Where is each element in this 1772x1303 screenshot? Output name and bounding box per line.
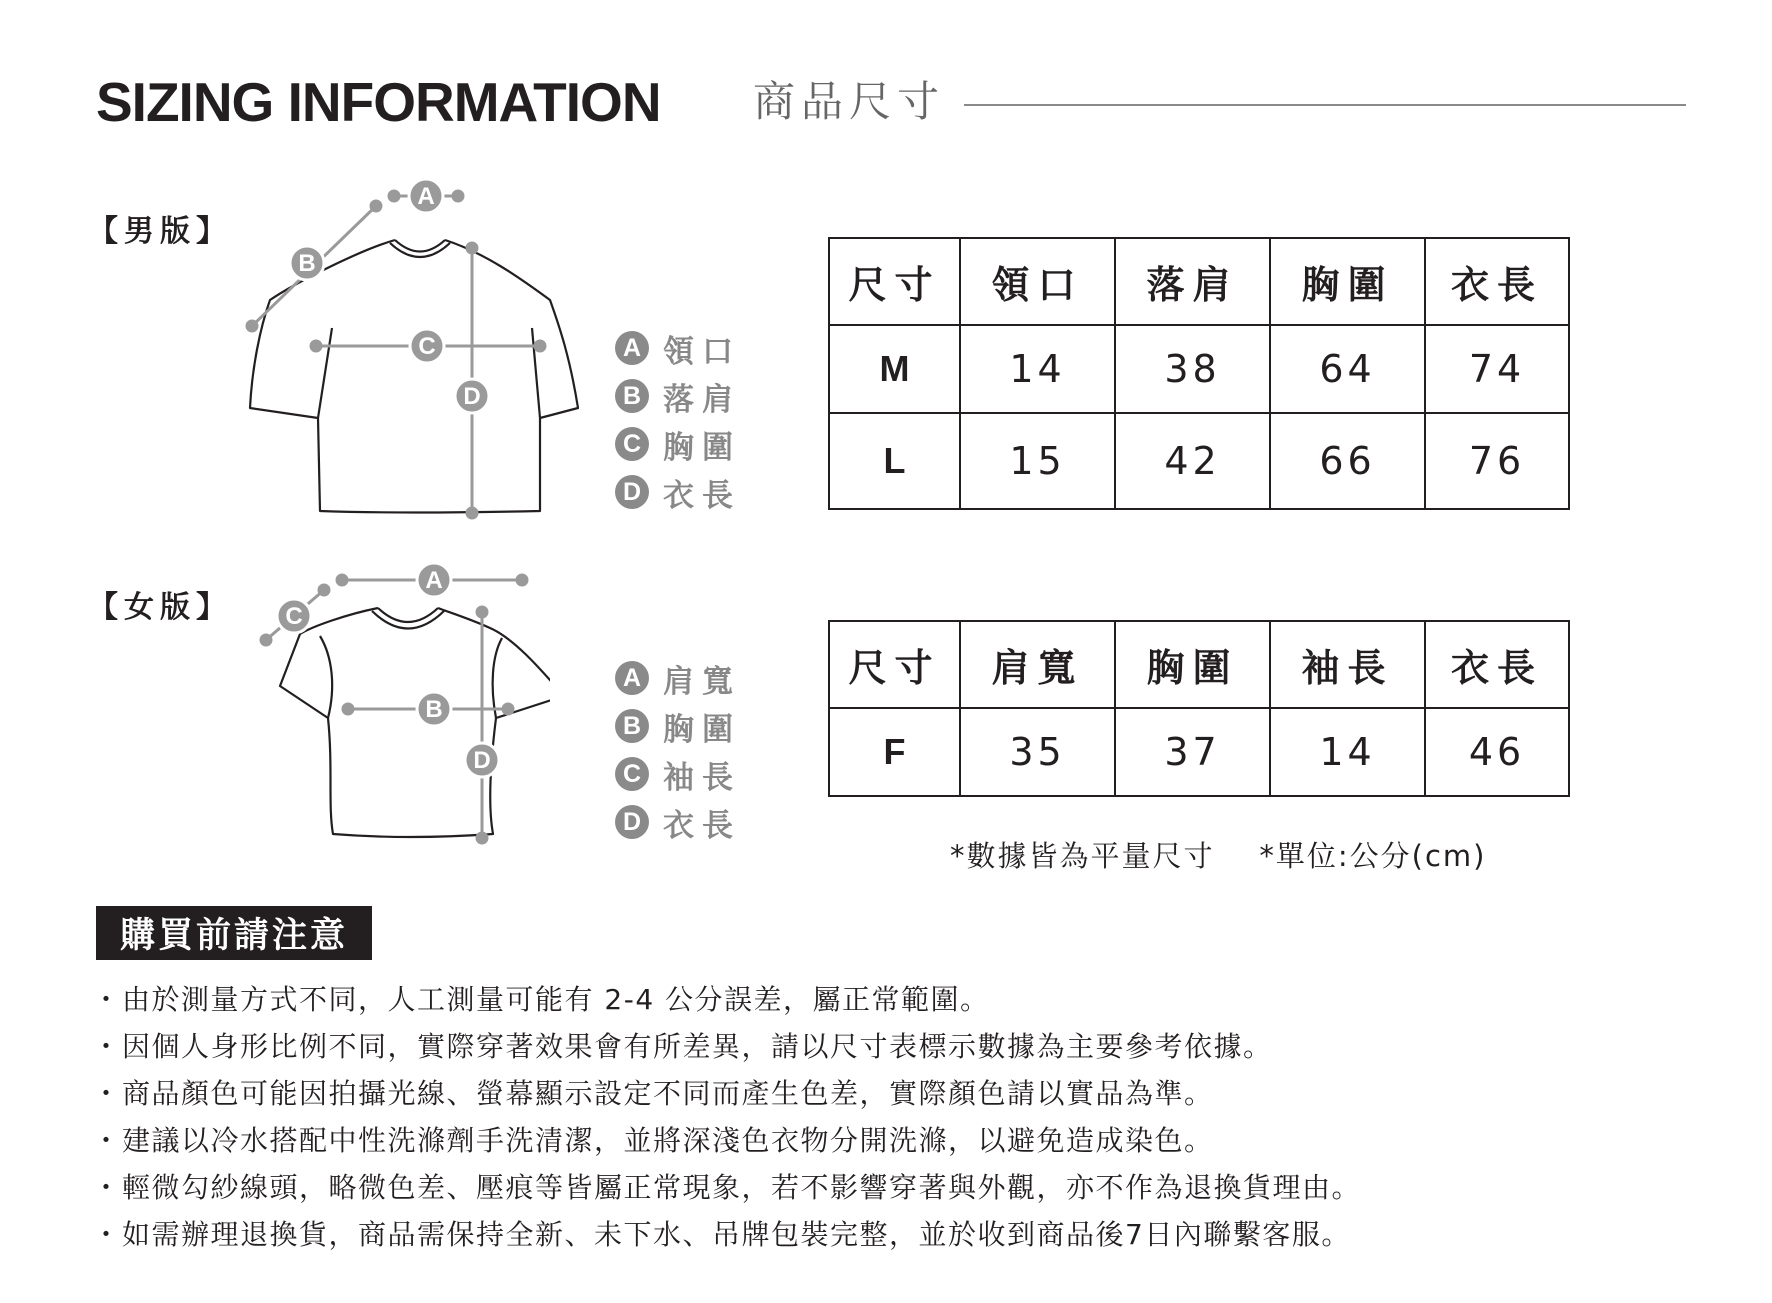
female-section-label: 【女版】 <box>88 590 232 625</box>
table-cell: 14 <box>1270 708 1425 796</box>
notice-text: 由於測量方式不同，人工測量可能有 2-4 公分誤差，屬正常範圍。 <box>122 983 990 1016</box>
notice-title: 購買前請注意 <box>96 906 372 960</box>
legend-badge: B <box>615 709 649 743</box>
bullet: ・ <box>92 1124 122 1157</box>
list-item <box>92 1211 1361 1258</box>
legend-item <box>615 654 741 702</box>
table-row <box>829 413 1569 509</box>
notice-text: 商品顏色可能因拍攝光線、螢幕顯示設定不同而產生色差，實際顏色請以實品為準。 <box>122 1077 1214 1110</box>
table-header-cell: 領口 <box>960 238 1115 325</box>
bullet: ・ <box>92 1030 122 1063</box>
measurement-note: *數據皆為平量尺寸 *單位:公分(cm) <box>950 839 1487 873</box>
table-cell: 35 <box>960 708 1115 796</box>
page-subtitle: 商品尺寸 <box>753 77 946 126</box>
svg-text:C: C <box>418 333 436 360</box>
female-size-table <box>828 620 1570 797</box>
list-item <box>92 1070 1361 1117</box>
table-header-row <box>829 238 1569 325</box>
legend-label: 肩寬 <box>663 663 741 700</box>
svg-text:D: D <box>473 747 491 774</box>
table-cell: 64 <box>1270 325 1425 413</box>
table-row <box>829 325 1569 413</box>
list-item <box>92 1117 1361 1164</box>
legend-item <box>615 798 741 846</box>
list-item <box>92 1164 1361 1211</box>
table-cell: 15 <box>960 413 1115 509</box>
table-header-cell: 袖長 <box>1270 621 1425 708</box>
page-title: SIZING INFORMATION <box>96 71 661 133</box>
legend-item <box>615 324 741 372</box>
table-header-cell: 胸圍 <box>1270 238 1425 325</box>
table-row <box>829 708 1569 796</box>
legend-badge: C <box>615 757 649 791</box>
svg-text:A: A <box>425 567 443 594</box>
table-header-cell: 尺寸 <box>829 238 960 325</box>
table-header-cell: 衣長 <box>1425 238 1569 325</box>
notice-text: 如需辦理退換貨，商品需保持全新、未下水、吊牌包裝完整，並於收到商品後7日內聯繫客服。 <box>122 1218 1351 1251</box>
legend-label: 胸圍 <box>663 711 741 748</box>
bullet: ・ <box>92 1171 122 1204</box>
legend-label: 胸圍 <box>663 429 741 466</box>
female-legend <box>615 654 741 846</box>
table-cell: 76 <box>1425 413 1569 509</box>
table-header-cell: 衣長 <box>1425 621 1569 708</box>
list-item <box>92 976 1361 1023</box>
legend-item <box>615 702 741 750</box>
svg-text:C: C <box>285 603 303 630</box>
table-cell: 74 <box>1425 325 1569 413</box>
male-section-label: 【男版】 <box>88 214 232 249</box>
legend-item <box>615 372 741 420</box>
legend-label: 領口 <box>663 333 741 370</box>
size-label: L <box>829 413 960 509</box>
legend-label: 落肩 <box>663 381 741 418</box>
size-label: F <box>829 708 960 796</box>
table-cell: 38 <box>1115 325 1270 413</box>
svg-text:A: A <box>417 183 435 210</box>
svg-text:D: D <box>463 383 481 410</box>
list-item <box>92 1023 1361 1070</box>
legend-label: 衣長 <box>663 807 741 844</box>
male-size-table <box>828 237 1570 510</box>
table-header-row <box>829 621 1569 708</box>
legend-item <box>615 750 741 798</box>
legend-badge: D <box>615 475 649 509</box>
legend-badge: C <box>615 427 649 461</box>
notice-text: 建議以冷水搭配中性洗滌劑手洗清潔，並將深淺色衣物分開洗滌，以避免造成染色。 <box>122 1124 1214 1157</box>
notice-list <box>92 976 1361 1258</box>
legend-item <box>615 420 741 468</box>
table-cell: 37 <box>1115 708 1270 796</box>
bullet: ・ <box>92 983 122 1016</box>
table-cell: 42 <box>1115 413 1270 509</box>
table-cell: 14 <box>960 325 1115 413</box>
legend-badge: B <box>615 379 649 413</box>
notice-text: 輕微勾紗線頭，略微色差、壓痕等皆屬正常現象，若不影響穿著與外觀，亦不作為退換貨理由。 <box>122 1171 1362 1204</box>
table-cell: 66 <box>1270 413 1425 509</box>
svg-text:B: B <box>298 250 316 277</box>
male-legend <box>615 324 741 516</box>
table-cell: 46 <box>1425 708 1569 796</box>
male-shirt-diagram <box>240 168 580 528</box>
legend-badge: A <box>615 331 649 365</box>
header-rule <box>964 104 1686 106</box>
legend-label: 袖長 <box>663 759 741 796</box>
header <box>96 72 1686 132</box>
svg-text:B: B <box>425 696 443 723</box>
table-header-cell: 胸圍 <box>1115 621 1270 708</box>
table-header-cell: 肩寬 <box>960 621 1115 708</box>
legend-badge: A <box>615 661 649 695</box>
legend-label: 衣長 <box>663 477 741 514</box>
bullet: ・ <box>92 1077 122 1110</box>
bullet: ・ <box>92 1218 122 1251</box>
notice-text: 因個人身形比例不同，實際穿著效果會有所差異，請以尺寸表標示數據為主要參考依據。 <box>122 1030 1273 1063</box>
table-header-cell: 尺寸 <box>829 621 960 708</box>
legend-badge: D <box>615 805 649 839</box>
female-shirt-diagram <box>250 556 550 846</box>
table-header-cell: 落肩 <box>1115 238 1270 325</box>
legend-item <box>615 468 741 516</box>
size-label: M <box>829 325 960 413</box>
